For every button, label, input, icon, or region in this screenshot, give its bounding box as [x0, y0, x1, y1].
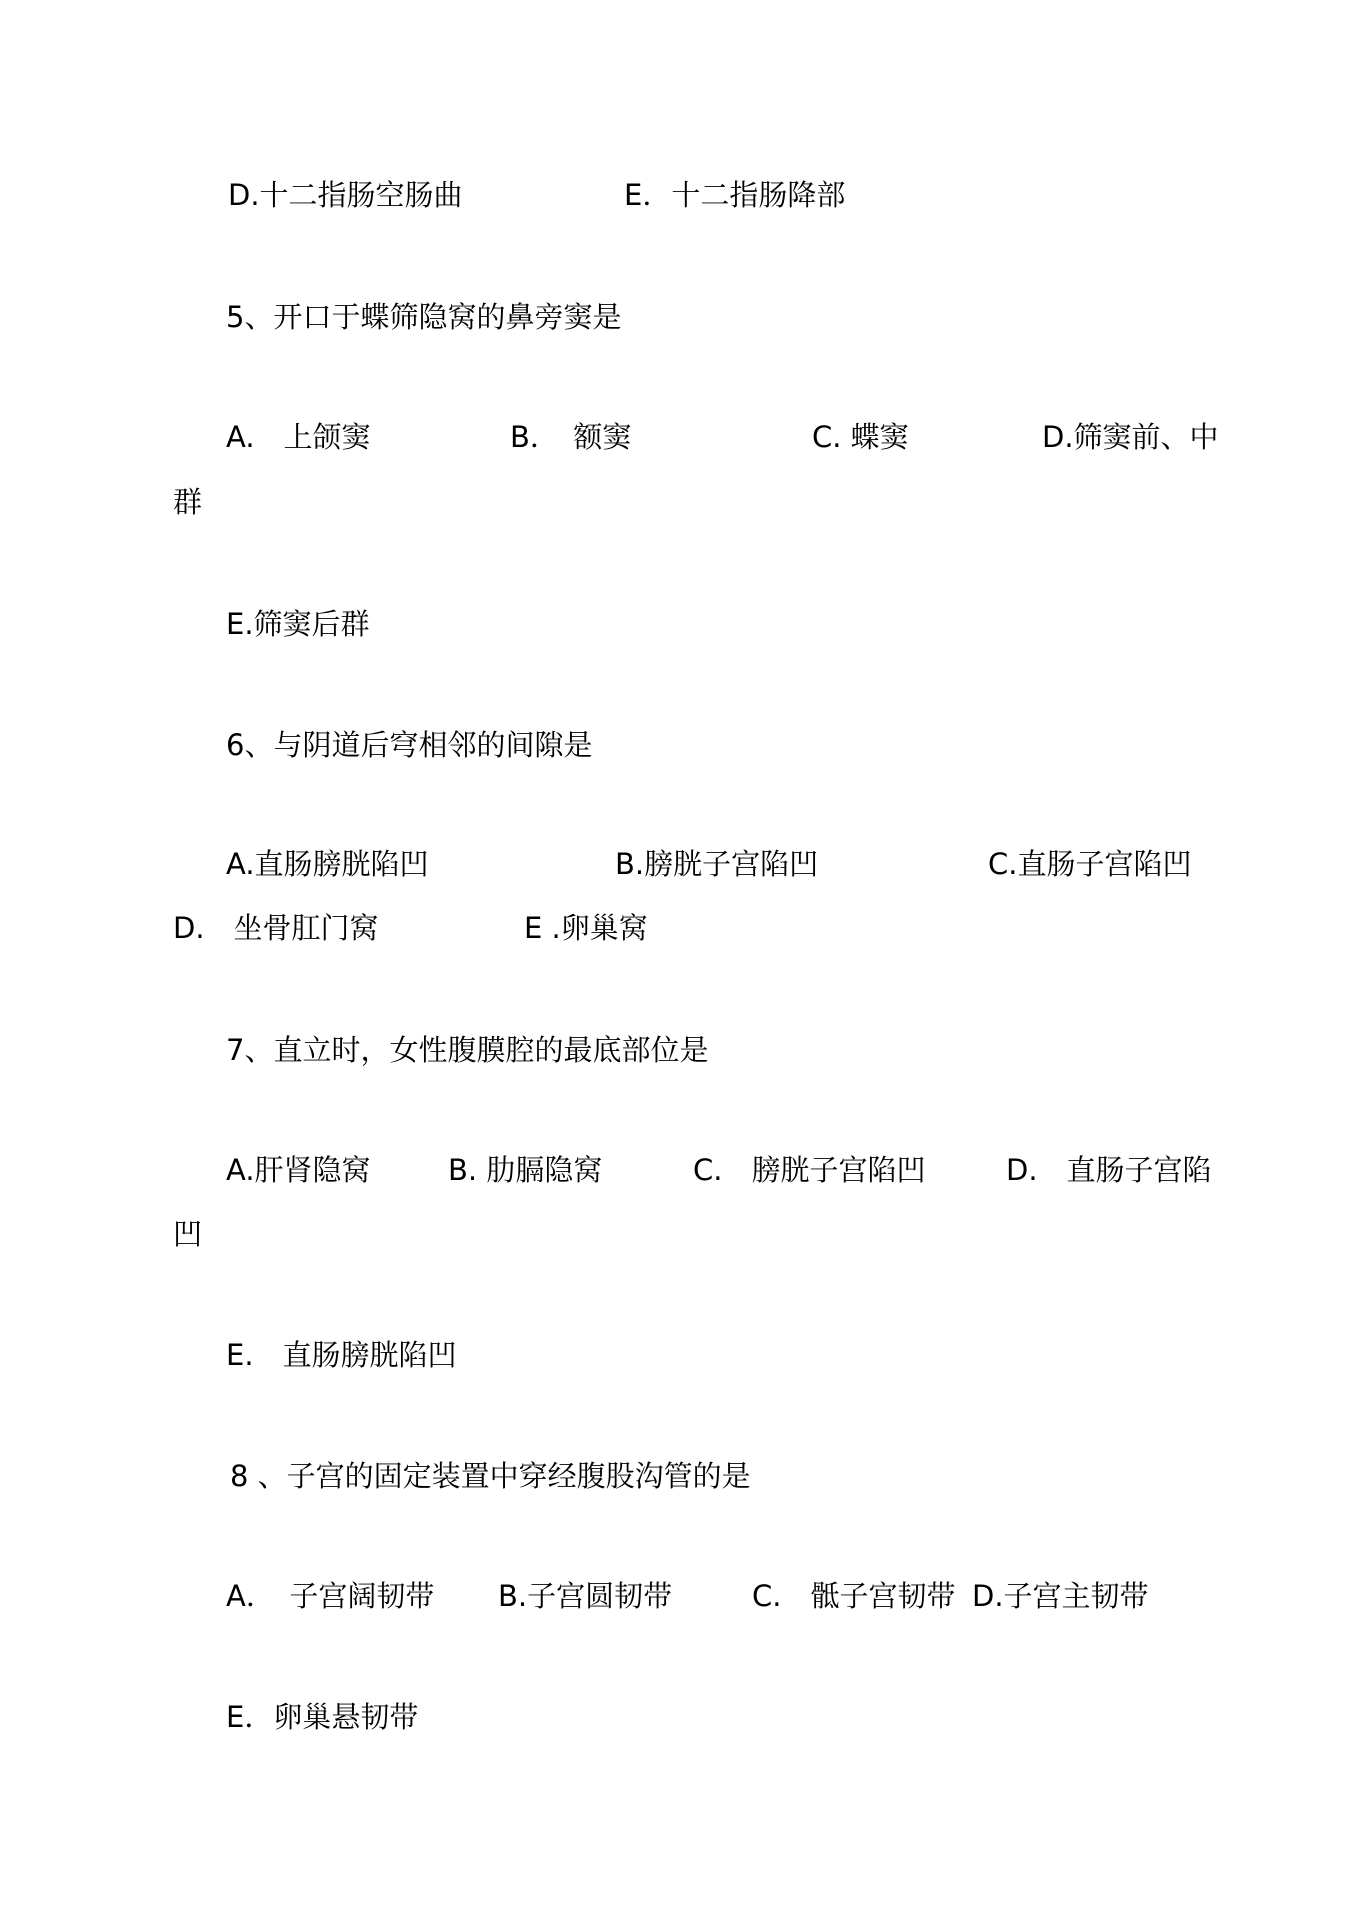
q6-stem: 6、与阴道后穹相邻的间隙是	[226, 728, 593, 762]
q5-option-a: A. 上颌窦	[226, 420, 371, 454]
q5-stem: 5、开口于蝶筛隐窝的鼻旁窦是	[226, 300, 622, 334]
q7-option-a: A.肝肾隐窝	[226, 1153, 371, 1187]
q8-option-e: E．卵巢悬韧带	[226, 1700, 419, 1734]
q7-option-d: D. 直肠子宫陷	[1006, 1153, 1212, 1187]
q5-option-d-continued: 群	[173, 485, 203, 519]
q5-option-b: B． 额窦	[510, 420, 632, 454]
q4-option-e: E．十二指肠降部	[624, 178, 846, 212]
q7-option-d-continued: 凹	[173, 1217, 203, 1251]
q5-option-e: E.筛窦后群	[226, 607, 370, 641]
q8-stem: 8 、子宫的固定装置中穿经腹股沟管的是	[230, 1459, 751, 1493]
q7-option-c: C. 膀胱子宫陷凹	[693, 1153, 926, 1187]
q6-option-a: A.直肠膀胱陷凹	[226, 847, 429, 881]
q7-option-b: B. 肋膈隐窝	[448, 1153, 603, 1187]
q8-option-b: B.子宫圆韧带	[498, 1579, 673, 1613]
q4-option-d: D.十二指肠空肠曲	[228, 178, 463, 212]
q6-option-d: D. 坐骨肛门窝	[173, 911, 379, 945]
q8-option-a: A． 子宫阔韧带	[226, 1579, 435, 1613]
q8-option-d: D.子宫主韧带	[972, 1579, 1149, 1613]
q5-option-d: D.筛窦前、中	[1042, 420, 1219, 454]
q6-option-b: B.膀胱子宫陷凹	[615, 847, 819, 881]
q7-option-e: E. 直肠膀胱陷凹	[226, 1338, 457, 1372]
q5-option-c: C. 蝶窦	[812, 420, 909, 454]
q7-stem: 7、直立时，女性腹膜腔的最底部位是	[226, 1033, 709, 1067]
q6-option-c: C.直肠子宫陷凹	[988, 847, 1192, 881]
q8-option-c: C. 骶子宫韧带	[752, 1579, 956, 1613]
q6-option-e: E .卵巢窝	[524, 911, 648, 945]
